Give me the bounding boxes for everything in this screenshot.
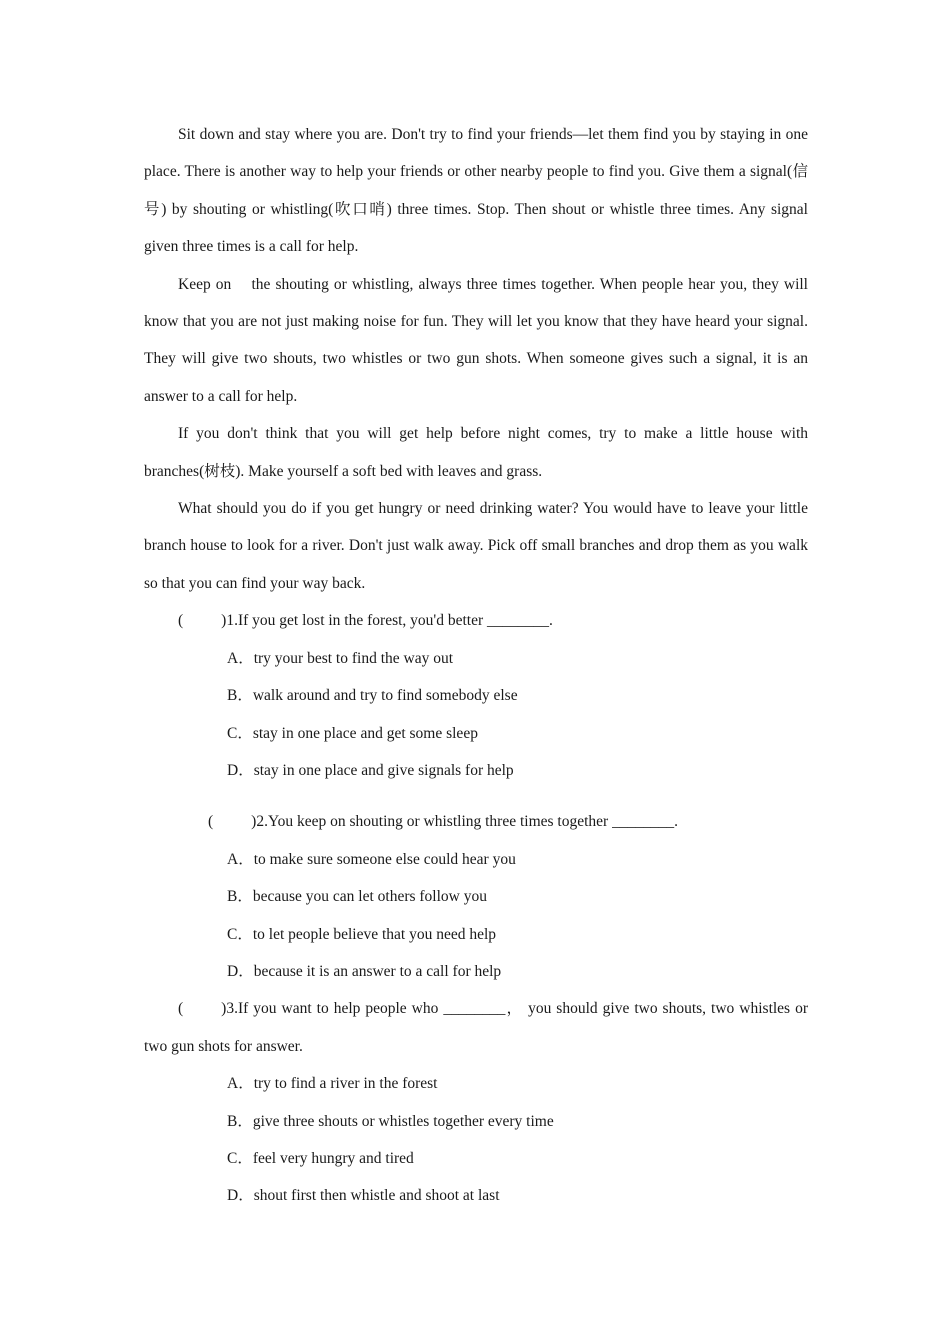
document-content	[144, 116, 812, 1215]
question-2-stem-line	[144, 803, 808, 840]
question-3-option-a: A．try to find a river in the forest	[227, 1075, 438, 1093]
answer-paren-open: (	[178, 1000, 184, 1018]
passage-paragraph-4: What should you do if you get hungry or need drinking water? You would have to leave your little branch house to look for a river. Don't just walk away. Pick off small branches and drop them as you walk so that you can find your way back.	[144, 500, 808, 592]
question-3-option-b: B．give three shouts or whistles together every time	[227, 1112, 554, 1130]
question-2	[144, 803, 808, 990]
question-1-stem-line	[144, 602, 808, 639]
answer-paren-close: )	[221, 1000, 227, 1018]
passage-paragraph-3: If you don't think that you will get help before night comes, try to make a little house with branches(树枝). Make yourself a soft bed with leaves and grass.	[144, 425, 808, 480]
passage-paragraph-2: Keep on the shouting or whistling, always three times together. When people hear you, they will know that you are not just making noise for fun. They will let you know that they have heard your signal. They will give two shouts, two whistles or two gun shots. When someone gives such a signal, it is an answer to a call for help.	[144, 275, 812, 405]
question-2-option-c: C．to let people believe that you need help	[227, 925, 497, 943]
answer-paren-open: (	[208, 813, 214, 831]
question-3	[144, 990, 808, 1214]
question-2-option-d: D．because it is an answer to a call for help	[227, 962, 502, 980]
answer-paren-open: (	[178, 612, 184, 630]
question-3-option-c: C．feel very hungry and tired	[227, 1149, 414, 1167]
question-3-option-d: D．shout first then whistle and shoot at last	[227, 1187, 500, 1205]
question-2-stem: 2.You keep on shouting or whistling three times together ________.	[256, 813, 678, 831]
question-3-stem: 3.If you want to help people who ________， you should give two shouts, two whistles or two gun shots for answer.	[144, 1000, 808, 1055]
question-2-option-a: A．to make sure someone else could hear you	[227, 850, 516, 868]
question-1-option-d: D．stay in one place and give signals for help	[227, 761, 514, 779]
question-1-option-a: A．try your best to find the way out	[227, 649, 454, 667]
question-1-option-c: C．stay in one place and get some sleep	[227, 724, 478, 742]
question-2-option-b: B．because you can let others follow you	[227, 888, 487, 906]
answer-paren-close: )	[221, 612, 227, 630]
question-1-option-b: B．walk around and try to find somebody else	[227, 687, 518, 705]
question-3-stem-line	[144, 990, 808, 1065]
question-1	[144, 602, 808, 789]
passage-paragraph-1: Sit down and stay where you are. Don't try to find your friends—let them find you by staying in one place. There is another way to help your friends or other nearby people to find you. Give them a signal(信号) by shouting or whistling(吹口哨) three times. Stop. Then shout or whistle three times. Any signal given three times is a call for help.	[144, 126, 808, 256]
answer-paren-close: )	[251, 813, 257, 831]
question-1-stem: 1.If you get lost in the forest, you'd better ________.	[226, 612, 553, 630]
